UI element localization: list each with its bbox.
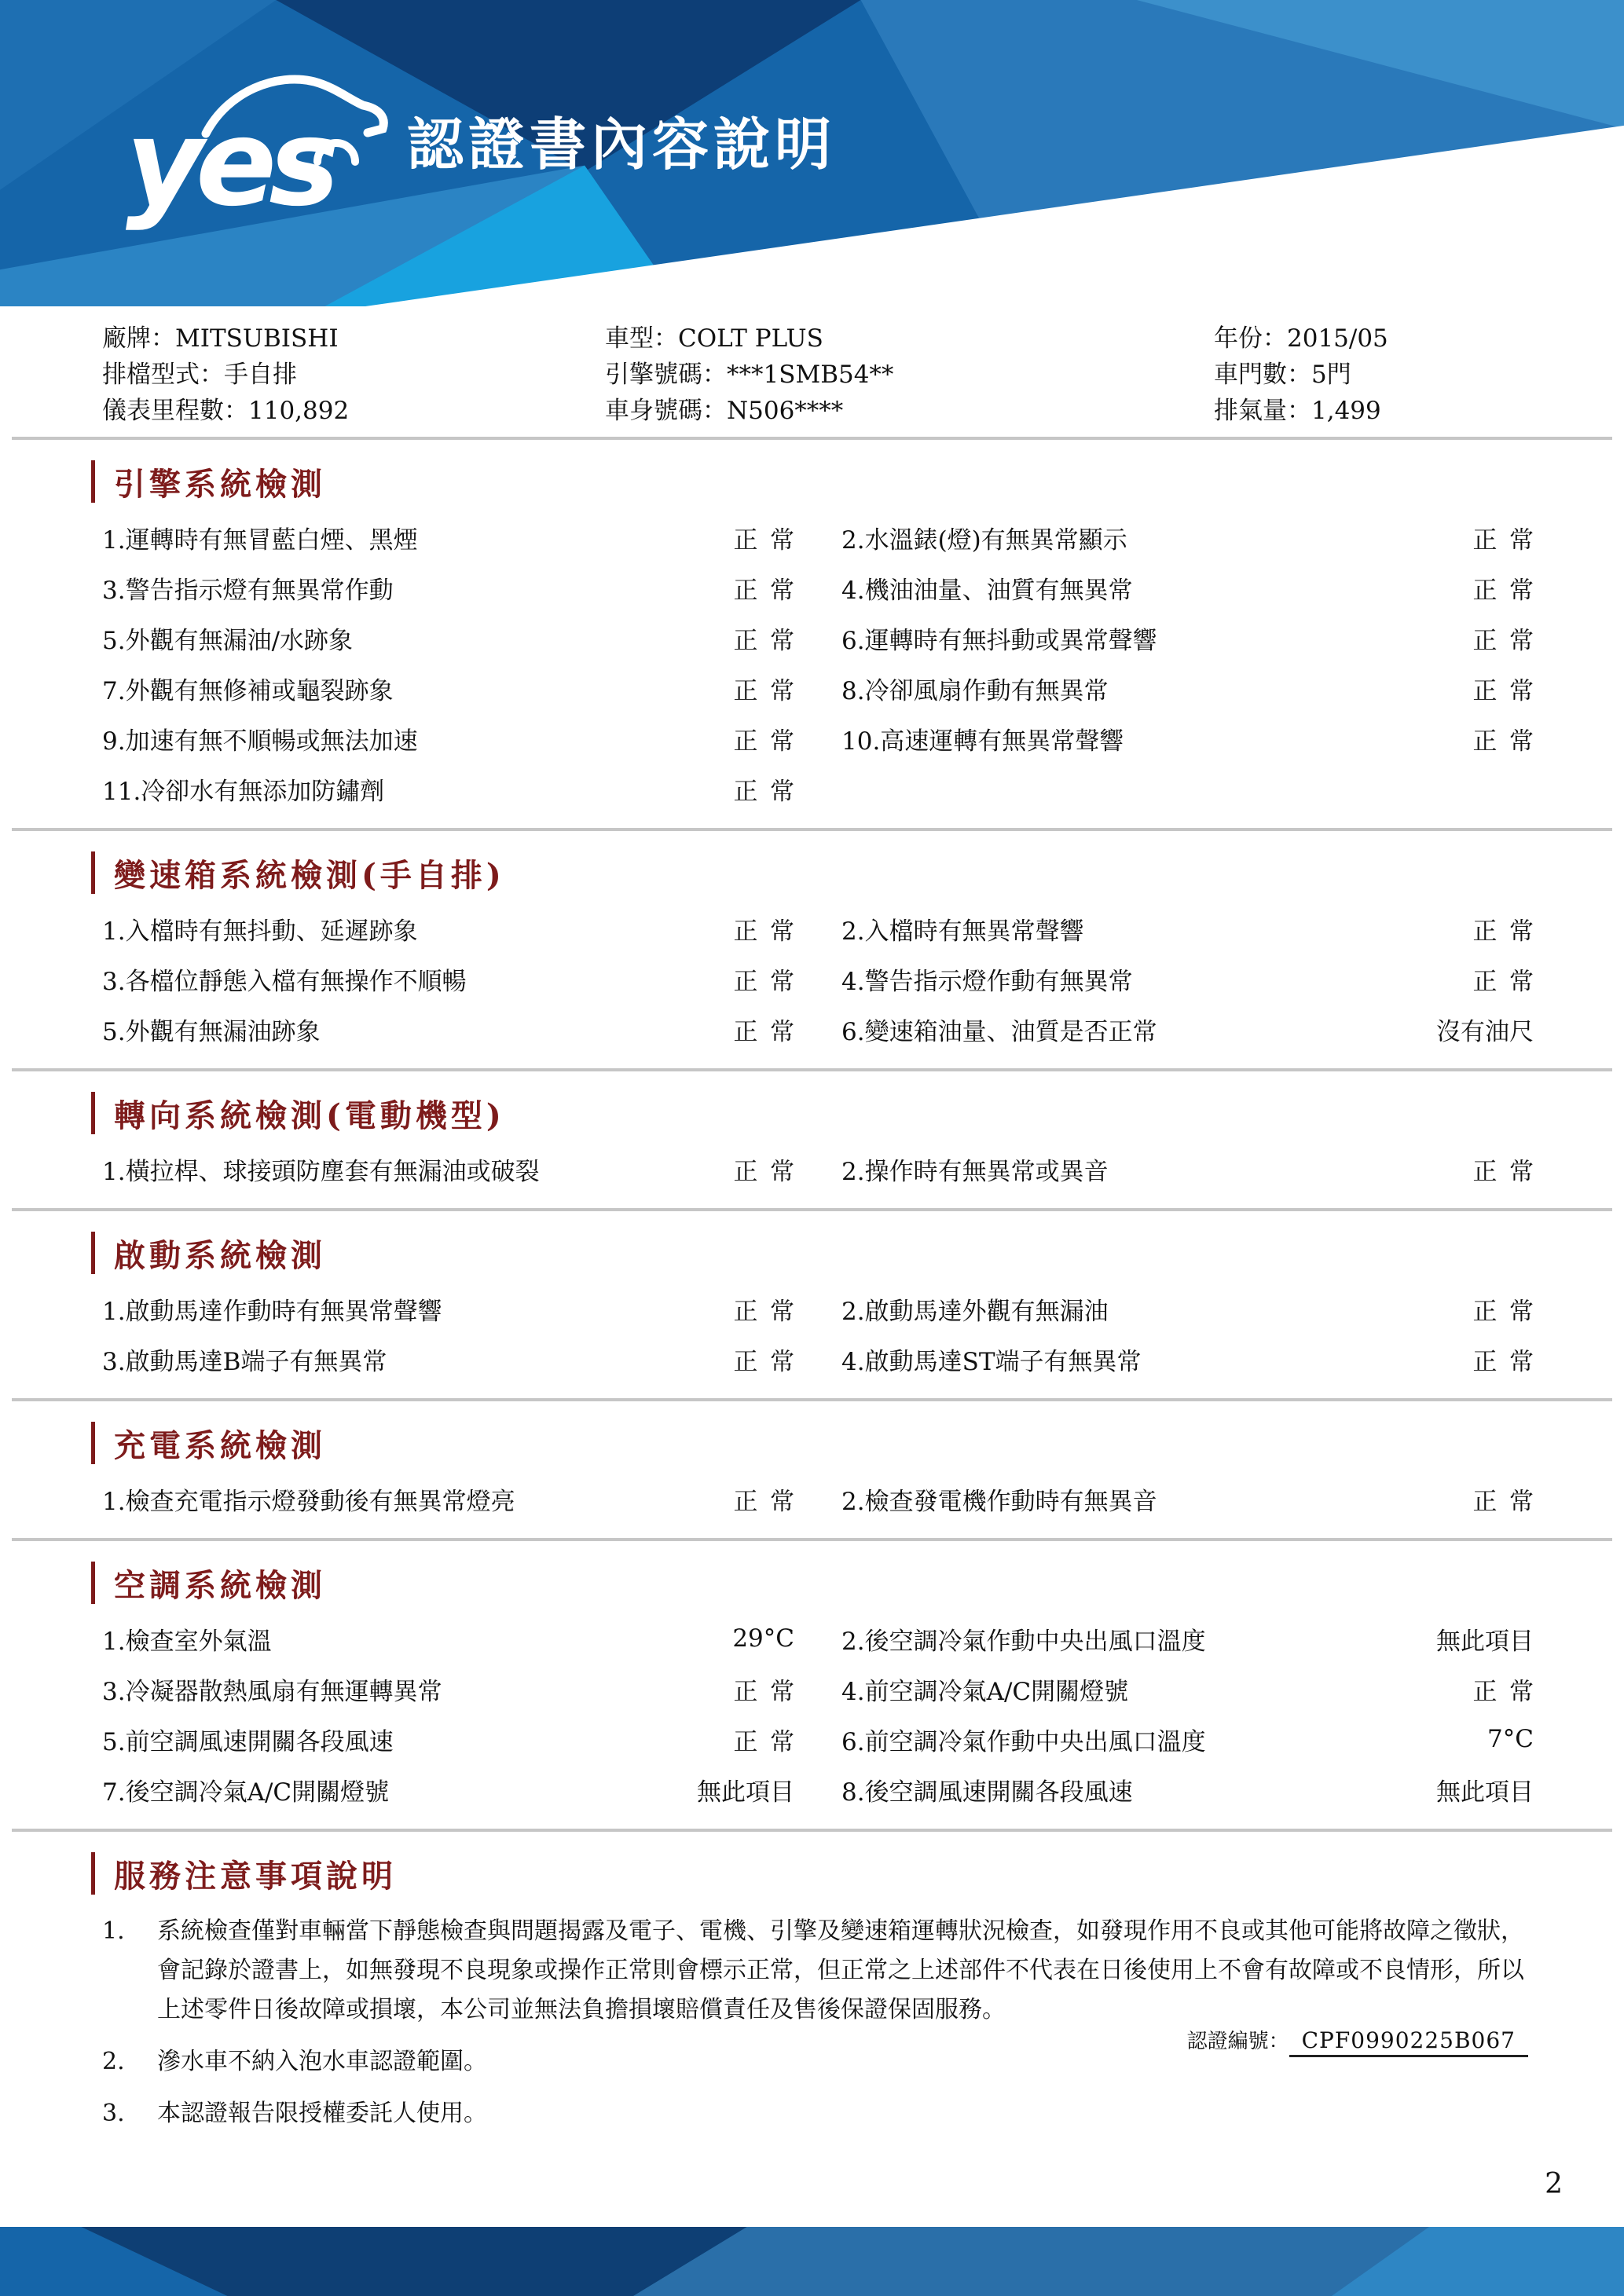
check-item-label: 5.前空調風速開關各段風速	[102, 1727, 394, 1756]
check-items-grid	[102, 512, 1546, 814]
vehicle-info-field-label: 排氣量	[1214, 397, 1287, 425]
vehicle-info-field: 廠牌：MITSUBISHI	[102, 324, 339, 353]
check-item	[102, 713, 807, 764]
note-item-number: 1.	[102, 1917, 125, 1945]
check-item	[841, 1613, 1534, 1664]
vehicle-info-field-label: 引擎號碼	[605, 361, 702, 389]
vehicle-info-column	[102, 320, 605, 429]
check-item-status: 正常	[1472, 576, 1546, 605]
check-items-grid	[102, 1144, 1546, 1194]
check-section	[0, 1563, 1624, 1821]
check-item-label: 8.冷卻風扇作動有無異常	[841, 676, 1109, 705]
check-item-label: 7.後空調冷氣A/C開關燈號	[102, 1778, 390, 1807]
check-item-status: 無此項目	[1436, 1778, 1534, 1807]
check-item-status: 正常	[733, 1727, 807, 1756]
check-item	[102, 1613, 794, 1664]
vehicle-info-field: 年份：2015/05	[1214, 324, 1388, 353]
vehicle-info-field: 車身號碼：N506****	[605, 397, 844, 425]
note-item-text: 滲水車不納入泡水車認證範圍。	[157, 2048, 487, 2075]
section-title: 充電系統檢測	[114, 1426, 326, 1464]
check-item-status: 29°C	[732, 1624, 794, 1653]
check-item	[841, 1714, 1534, 1764]
check-item-status: 正常	[733, 1677, 807, 1706]
check-item-label: 9.加速有無不順暢或無法加速	[102, 727, 418, 756]
section-title-bar	[91, 460, 95, 503]
check-item-label: 1.檢查充電指示燈發動後有無異常燈亮	[102, 1487, 515, 1516]
check-item-label: 4.前空調冷氣A/C開關燈號	[841, 1677, 1129, 1706]
section-divider	[12, 1398, 1612, 1401]
check-item-status: 正常	[733, 676, 807, 705]
check-item	[841, 1283, 1546, 1334]
check-item-label: 6.前空調冷氣作動中央出風口溫度	[841, 1727, 1206, 1756]
check-item	[841, 1764, 1534, 1814]
vehicle-info-field-value: ***1SMB54**	[727, 361, 894, 389]
check-item-label: 3.警告指示燈有無異常作動	[102, 576, 394, 605]
check-section	[0, 1233, 1624, 1390]
check-section	[0, 1093, 1624, 1200]
vehicle-info-field-label: 車型	[605, 324, 654, 353]
check-item-status: 正常	[1472, 967, 1546, 996]
vehicle-info-field-value: 2015/05	[1287, 324, 1388, 353]
check-item-label: 4.啟動馬達ST端子有無異常	[841, 1347, 1142, 1376]
check-item	[102, 1004, 807, 1054]
check-item-status: 正常	[1472, 1157, 1546, 1186]
check-item	[102, 1334, 807, 1384]
vehicle-info-field-label: 儀表里程數	[102, 397, 224, 425]
vehicle-info-field: 車門數：5門	[1214, 361, 1351, 389]
check-item-status: 正常	[1472, 525, 1546, 555]
check-item-label: 6.運轉時有無抖動或異常聲響	[841, 626, 1157, 655]
check-item-status: 沒有油尺	[1436, 1017, 1534, 1046]
vehicle-info-column	[1214, 320, 1534, 429]
check-item-status: 正常	[733, 525, 807, 555]
note-list	[102, 1912, 1534, 2133]
page-title: 認證書內容說明	[407, 112, 837, 178]
certificate-number	[1187, 2025, 1528, 2057]
certificate-number-value: CPF0990225B067	[1289, 2027, 1528, 2057]
check-item-status: 正常	[733, 967, 807, 996]
page-header	[0, 0, 1624, 306]
vehicle-info-field-value: 1,499	[1311, 397, 1381, 425]
vehicle-info-field-value: 110,892	[248, 397, 350, 425]
certificate-number-label: 認證編號：	[1186, 2030, 1289, 2053]
section-title-bar	[91, 1562, 95, 1604]
check-item	[841, 713, 1546, 764]
check-item-status: 正常	[1472, 727, 1546, 756]
check-item-status: 正常	[733, 1487, 807, 1516]
vehicle-info-field-label: 車門數	[1214, 361, 1287, 389]
check-item	[102, 1714, 807, 1764]
vehicle-info-field-label: 年份	[1214, 324, 1263, 353]
check-section	[0, 462, 1624, 820]
section-title-bar	[91, 1852, 95, 1895]
vehicle-info-field-label: 車身號碼	[605, 397, 702, 425]
section-title-row	[102, 1093, 1534, 1133]
check-item-status: 正常	[733, 1157, 807, 1186]
check-item-status: 無此項目	[697, 1778, 794, 1807]
note-item-text: 系統檢查僅對車輛當下靜態檢查與問題揭露及電子、電機、引擎及變速箱運轉狀況檢查，如發現作用不良或其他可能將故障之徵狀，會記錄於證書上，如無發現不良現象或操作正常則會標示正常，但正常之上述部件不代表在日後使用上不會有故障或不良情形，所以上述零件日後故障或損壞，本公司並無法負擔損壞賠償責任及售後保證保固服務。	[157, 1917, 1524, 2023]
check-items-grid	[102, 1474, 1546, 1524]
section-divider	[12, 437, 1612, 440]
section-title: 轉向系統檢測(電動機型)	[114, 1097, 505, 1134]
check-item-label: 2.啟動馬達外觀有無漏油	[841, 1297, 1109, 1326]
check-item	[102, 954, 807, 1004]
note-item-number: 2.	[102, 2048, 125, 2075]
section-title: 空調系統檢測	[114, 1566, 326, 1604]
check-item	[841, 562, 1546, 613]
check-item-status: 正常	[733, 917, 807, 946]
section-title-bar	[91, 1092, 95, 1134]
check-items-grid	[102, 903, 1546, 1054]
check-item	[102, 903, 807, 954]
vehicle-info-field-value: 5門	[1311, 361, 1351, 389]
check-item-label: 1.入檔時有無抖動、延遲跡象	[102, 917, 418, 946]
note-item	[102, 2094, 1534, 2133]
check-item	[841, 954, 1546, 1004]
check-item-label: 8.後空調風速開關各段風速	[841, 1778, 1133, 1807]
vehicle-info-field-value: MITSUBISHI	[175, 324, 339, 353]
check-item-label: 5.外觀有無漏油跡象	[102, 1017, 321, 1046]
section-divider	[12, 1829, 1612, 1832]
check-item-label: 3.冷凝器散熱風扇有無運轉異常	[102, 1677, 442, 1706]
check-item	[102, 1144, 807, 1194]
vehicle-info-field: 儀表里程數：110,892	[102, 397, 350, 425]
check-item	[841, 512, 1546, 562]
check-item-status: 正常	[733, 576, 807, 605]
check-item-status: 正常	[1472, 1347, 1546, 1376]
vehicle-info-field-label: 排檔型式	[102, 361, 200, 389]
check-section	[0, 1423, 1624, 1530]
check-item-status: 正常	[733, 1017, 807, 1046]
check-item	[102, 1764, 794, 1814]
car-icon	[201, 58, 398, 176]
check-item-status: 正常	[733, 1347, 807, 1376]
check-item-status: 正常	[733, 1297, 807, 1326]
check-item-label: 1.檢查室外氣溫	[102, 1627, 272, 1656]
note-item-number: 3.	[102, 2100, 125, 2127]
check-section	[0, 853, 1624, 1060]
check-item-label: 3.啟動馬達B端子有無異常	[102, 1347, 387, 1376]
check-item-label: 1.啟動馬達作動時有無異常聲響	[102, 1297, 442, 1326]
vehicle-info-column	[605, 320, 1214, 429]
check-item	[102, 1283, 807, 1334]
check-item-status: 正常	[733, 626, 807, 655]
check-items-grid	[102, 1613, 1546, 1814]
check-item-label: 11.冷卻水有無添加防鏽劑	[102, 777, 385, 806]
check-item	[102, 663, 807, 713]
yes-logo	[126, 61, 361, 233]
check-item	[102, 764, 807, 814]
check-item-label: 2.操作時有無異常或異音	[841, 1157, 1109, 1186]
check-item-status: 正常	[733, 777, 807, 806]
check-item-label: 5.外觀有無漏油/水跡象	[102, 626, 354, 655]
check-item-label: 7.外觀有無修補或龜裂跡象	[102, 676, 394, 705]
check-item	[102, 1664, 807, 1714]
check-item-status: 7°C	[1487, 1725, 1534, 1753]
section-title-row	[102, 462, 1534, 501]
check-item	[102, 562, 807, 613]
check-item-status: 正常	[1472, 1297, 1546, 1326]
check-item-label: 3.各檔位靜態入檔有無操作不順暢	[102, 967, 467, 996]
check-item-status: 正常	[733, 727, 807, 756]
check-item-label: 10.高速運轉有無異常聲響	[841, 727, 1124, 756]
vehicle-info	[0, 306, 1624, 429]
vehicle-info-field-label: 廠牌	[102, 324, 151, 353]
check-item	[841, 1144, 1546, 1194]
section-title-row	[102, 1423, 1534, 1463]
check-item	[841, 1664, 1546, 1714]
vehicle-info-field: 排檔型式：手自排	[102, 361, 297, 389]
check-item-label: 2.檢查發電機作動時有無異音	[841, 1487, 1157, 1516]
note-item-text: 本認證報告限授權委託人使用。	[157, 2100, 487, 2127]
check-item-label: 2.入檔時有無異常聲響	[841, 917, 1084, 946]
page-footer	[0, 2227, 1624, 2296]
check-item-status: 無此項目	[1436, 1627, 1534, 1656]
section-title: 變速箱系統檢測(手自排)	[114, 856, 505, 894]
check-item-status: 正常	[1472, 626, 1546, 655]
check-item-label: 4.警告指示燈作動有無異常	[841, 967, 1133, 996]
check-item-status: 正常	[1472, 1677, 1546, 1706]
check-item	[102, 613, 807, 663]
section-divider	[12, 1208, 1612, 1211]
section-divider	[12, 828, 1612, 831]
section-title-bar	[91, 1422, 95, 1464]
vehicle-info-field-value: N506****	[727, 397, 844, 425]
check-item-status: 正常	[1472, 676, 1546, 705]
note-item	[102, 1912, 1534, 2030]
page-number: 2	[1545, 2168, 1563, 2200]
service-notes	[0, 1854, 1624, 2133]
check-item-status: 正常	[1472, 917, 1546, 946]
check-items-grid	[102, 1283, 1546, 1384]
section-title: 啟動系統檢測	[114, 1236, 326, 1274]
check-item-status: 正常	[1472, 1487, 1546, 1516]
section-divider	[12, 1068, 1612, 1071]
section-title-row	[102, 1233, 1534, 1273]
section-title-bar	[91, 1232, 95, 1274]
check-item	[841, 903, 1546, 954]
check-item	[102, 512, 807, 562]
vehicle-info-field-value: 手自排	[224, 361, 297, 389]
section-title-row	[102, 1563, 1534, 1602]
check-item	[841, 1334, 1546, 1384]
section-title: 引擎系統檢測	[114, 465, 326, 503]
check-item-label: 4.機油油量、油質有無異常	[841, 576, 1133, 605]
check-item-label: 6.變速箱油量、油質是否正常	[841, 1017, 1157, 1046]
section-title-row	[102, 853, 1534, 892]
vehicle-info-field: 排氣量：1,499	[1214, 397, 1381, 425]
check-item	[841, 663, 1546, 713]
check-item-label: 2.水溫錶(燈)有無異常顯示	[841, 525, 1127, 555]
notes-title: 服務注意事項說明	[114, 1857, 397, 1895]
vehicle-info-field: 車型：COLT PLUS	[605, 324, 823, 353]
check-item	[841, 1004, 1534, 1054]
section-divider	[12, 1538, 1612, 1541]
check-item-label: 2.後空調冷氣作動中央出風口溫度	[841, 1627, 1206, 1656]
section-title-bar	[91, 851, 95, 894]
yes-logo-text: yes	[126, 93, 332, 233]
check-item	[841, 613, 1546, 663]
check-item	[841, 1474, 1546, 1524]
check-item	[102, 1474, 807, 1524]
inspection-sections	[0, 462, 1624, 1832]
check-item-label: 1.橫拉桿、球接頭防塵套有無漏油或破裂	[102, 1157, 540, 1186]
vehicle-info-field-value: COLT PLUS	[678, 324, 823, 353]
vehicle-info-field: 引擎號碼：***1SMB54**	[605, 361, 894, 389]
check-item-label: 1.運轉時有無冒藍白煙、黑煙	[102, 525, 418, 555]
